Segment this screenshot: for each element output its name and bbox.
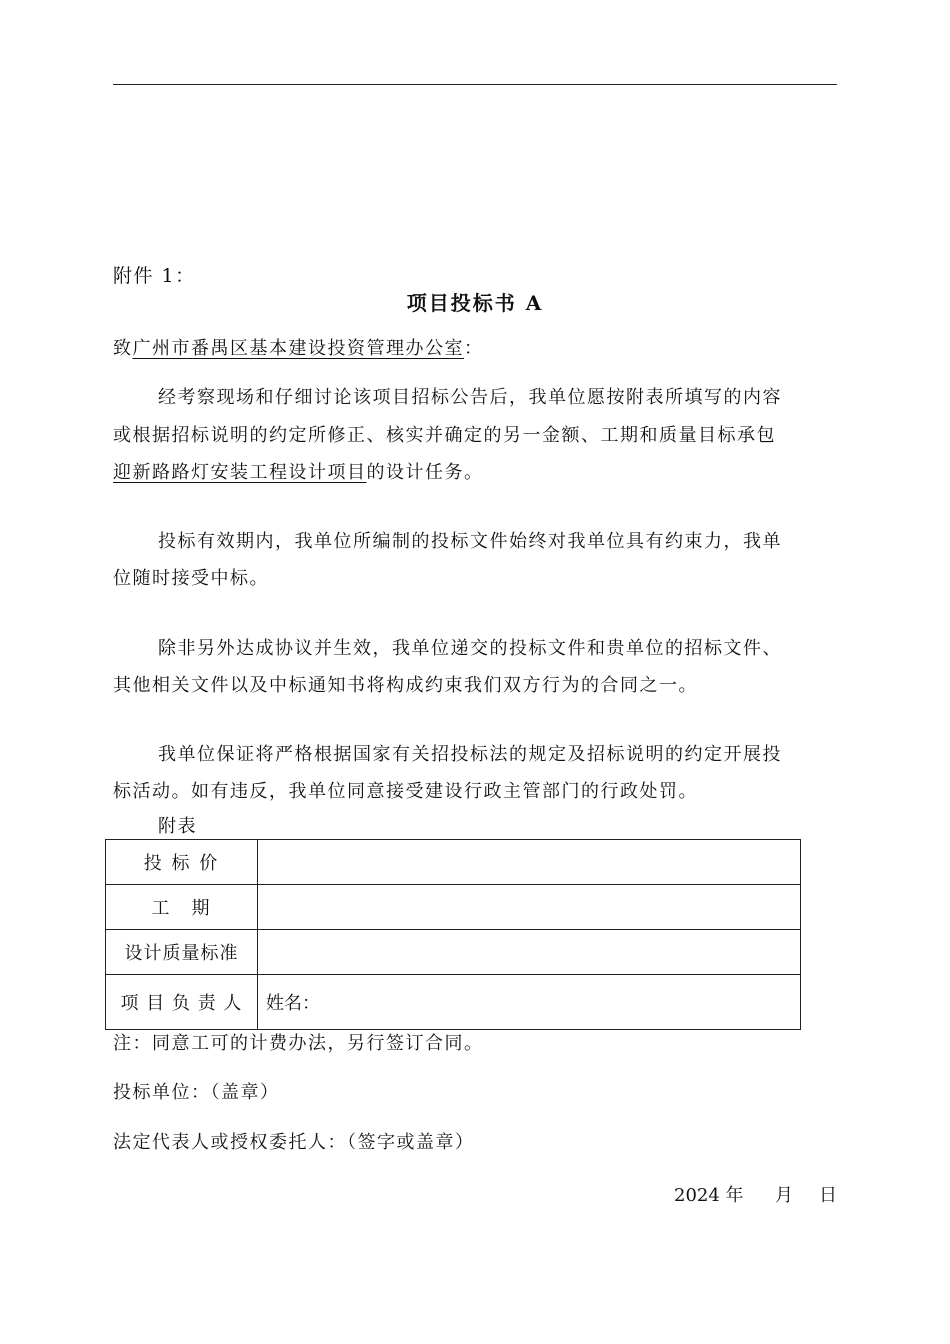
row-value-quality [258, 930, 801, 975]
project-name: 迎新路路灯安装工程设计项目 [113, 462, 367, 483]
row-value-manager: 姓名： [258, 975, 801, 1030]
p1-line1: 经考察现场和仔细讨论该项目招标公告后，我单位愿按附表所填写的内容 [158, 387, 782, 408]
date-month: 月 [775, 1185, 793, 1206]
p1-line3-rest: 的设计任务。 [366, 462, 484, 483]
addressee-prefix: 致 [113, 338, 133, 359]
table-row [106, 885, 801, 930]
representative-line: 法定代表人或授权委托人：（签字或盖章） [113, 1132, 475, 1153]
addressee-name: 广州市番禺区基本建设投资管理办公室 [132, 338, 464, 359]
note: 注：同意工可的计费办法，另行签订合同。 [113, 1033, 484, 1054]
p1-line2: 或根据招标说明的约定所修正、核实并确定的另一金额、工期和质量目标承包 [113, 425, 776, 446]
attachment-table [105, 839, 801, 1030]
table-row [106, 975, 801, 1030]
table-caption: 附表 [158, 816, 197, 837]
header-rule [113, 84, 837, 85]
attachment-label: 附件 1： [113, 265, 196, 287]
row-label-quality: 设计质量标准 [106, 930, 258, 975]
row-value-duration [258, 885, 801, 930]
addressee-line [113, 337, 484, 361]
p4-line2: 标活动。如有违反，我单位同意接受建设行政主管部门的行政处罚。 [113, 781, 698, 802]
addressee-suffix: ： [464, 338, 484, 359]
p3-line2: 其他相关文件以及中标通知书将构成约束我们双方行为的合同之一。 [113, 675, 698, 696]
row-label-bid-price: 投 标 价 [106, 840, 258, 885]
table-row [106, 930, 801, 975]
p2-line2: 位随时接受中标。 [113, 568, 269, 589]
bidder-seal-line: 投标单位：（盖章） [113, 1082, 280, 1103]
p2-line1: 投标有效期内，我单位所编制的投标文件始终对我单位具有约束力，我单 [158, 531, 782, 552]
date-year: 2024 年 [674, 1185, 744, 1206]
document-title: 项目投标书 A [406, 291, 544, 315]
date-day: 日 [819, 1185, 837, 1206]
row-label-manager: 项 目 负 责 人 [106, 975, 258, 1030]
row-label-duration: 工 期 [106, 885, 258, 930]
p1-line3 [113, 461, 484, 485]
p4-line1: 我单位保证将严格根据国家有关招投标法的规定及招标说明的约定开展投 [158, 744, 782, 765]
table-row [106, 840, 801, 885]
row-value-bid-price [258, 840, 801, 885]
p3-line1: 除非另外达成协议并生效，我单位递交的投标文件和贵单位的招标文件、 [158, 638, 782, 659]
